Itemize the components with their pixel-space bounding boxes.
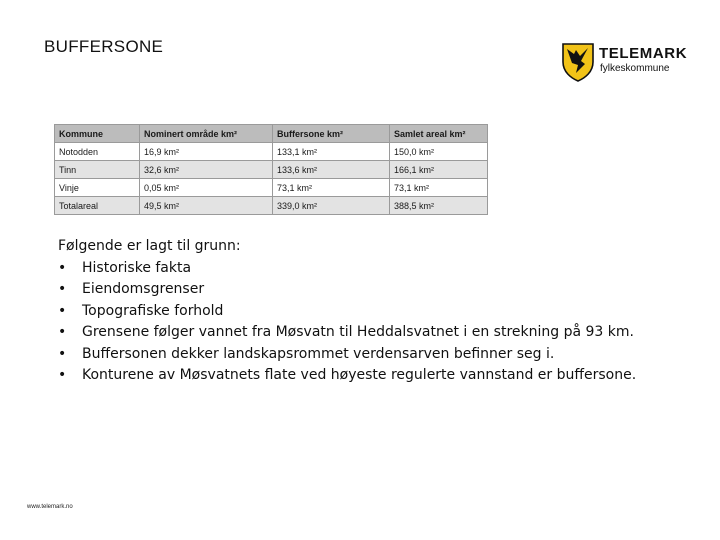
list-item-text: Eiendomsgrenser	[82, 281, 205, 297]
list-item-text: Historiske fakta	[82, 259, 192, 276]
table-row	[55, 161, 488, 179]
bullet-icon: •	[58, 345, 67, 362]
table-cell: 150,0 km²	[390, 143, 488, 161]
footer-url[interactable]: www.telemark.no	[27, 504, 73, 510]
column-header: Samlet areal km²	[390, 125, 488, 143]
table-cell: Tinn	[55, 161, 140, 179]
telemark-logo	[561, 42, 691, 82]
table-cell: 32,6 km²	[140, 161, 273, 179]
table-cell: 339,0 km²	[273, 197, 390, 215]
shield-icon	[561, 42, 595, 82]
list-item-text: Topografiske forhold	[82, 302, 224, 319]
column-header: Kommune	[55, 125, 140, 143]
bullet-icon: •	[58, 324, 67, 340]
table-cell: 166,1 km²	[390, 161, 488, 179]
table-cell: 73,1 km²	[273, 179, 390, 197]
bullet-icon: •	[58, 302, 67, 319]
table-cell: 133,6 km²	[273, 161, 390, 179]
area-table	[54, 124, 488, 215]
list-item	[58, 301, 698, 323]
list-item	[58, 365, 698, 387]
intro-text: Følgende er lagt til grunn:	[58, 238, 241, 254]
table-row-total	[55, 197, 488, 215]
table-cell: Vinje	[55, 179, 140, 197]
column-header: Buffersone km²	[273, 125, 390, 143]
logo-subtitle: fylkeskommune	[600, 63, 670, 74]
bullet-icon: •	[58, 281, 67, 297]
table-row	[55, 143, 488, 161]
table-cell: 133,1 km²	[273, 143, 390, 161]
table-cell: 49,5 km²	[140, 197, 273, 215]
basis-list	[58, 258, 698, 323]
slide-body	[58, 236, 698, 387]
slide-title: BUFFERSONE	[44, 37, 164, 56]
column-header: Nominert område km²	[140, 125, 273, 143]
table-row	[55, 179, 488, 197]
list-item	[58, 258, 698, 280]
facts-list	[58, 322, 698, 387]
list-item	[58, 279, 698, 301]
table-cell: Notodden	[55, 143, 140, 161]
list-item	[58, 344, 698, 366]
table-cell: 0,05 km²	[140, 179, 273, 197]
list-item	[58, 322, 698, 344]
list-item-text: Grensene følger vannet fra Møsvatn til Heddalsvatnet i en strekning på 93 km.	[82, 324, 634, 340]
bullet-icon: •	[58, 367, 67, 383]
logo-name: TELEMARK	[599, 45, 688, 62]
table-cell: 73,1 km²	[390, 179, 488, 197]
list-item-text: Buffersonen dekker landskapsrommet verdensarven befinner seg i.	[82, 345, 555, 362]
table-cell: 16,9 km²	[140, 143, 273, 161]
bullet-icon: •	[58, 259, 67, 276]
list-item-text: Konturene av Møsvatnets flate ved høyeste regulerte vannstand er buffersone.	[82, 367, 637, 383]
table-header-row	[55, 125, 488, 143]
table-cell: Totalareal	[55, 197, 140, 215]
table-cell: 388,5 km²	[390, 197, 488, 215]
